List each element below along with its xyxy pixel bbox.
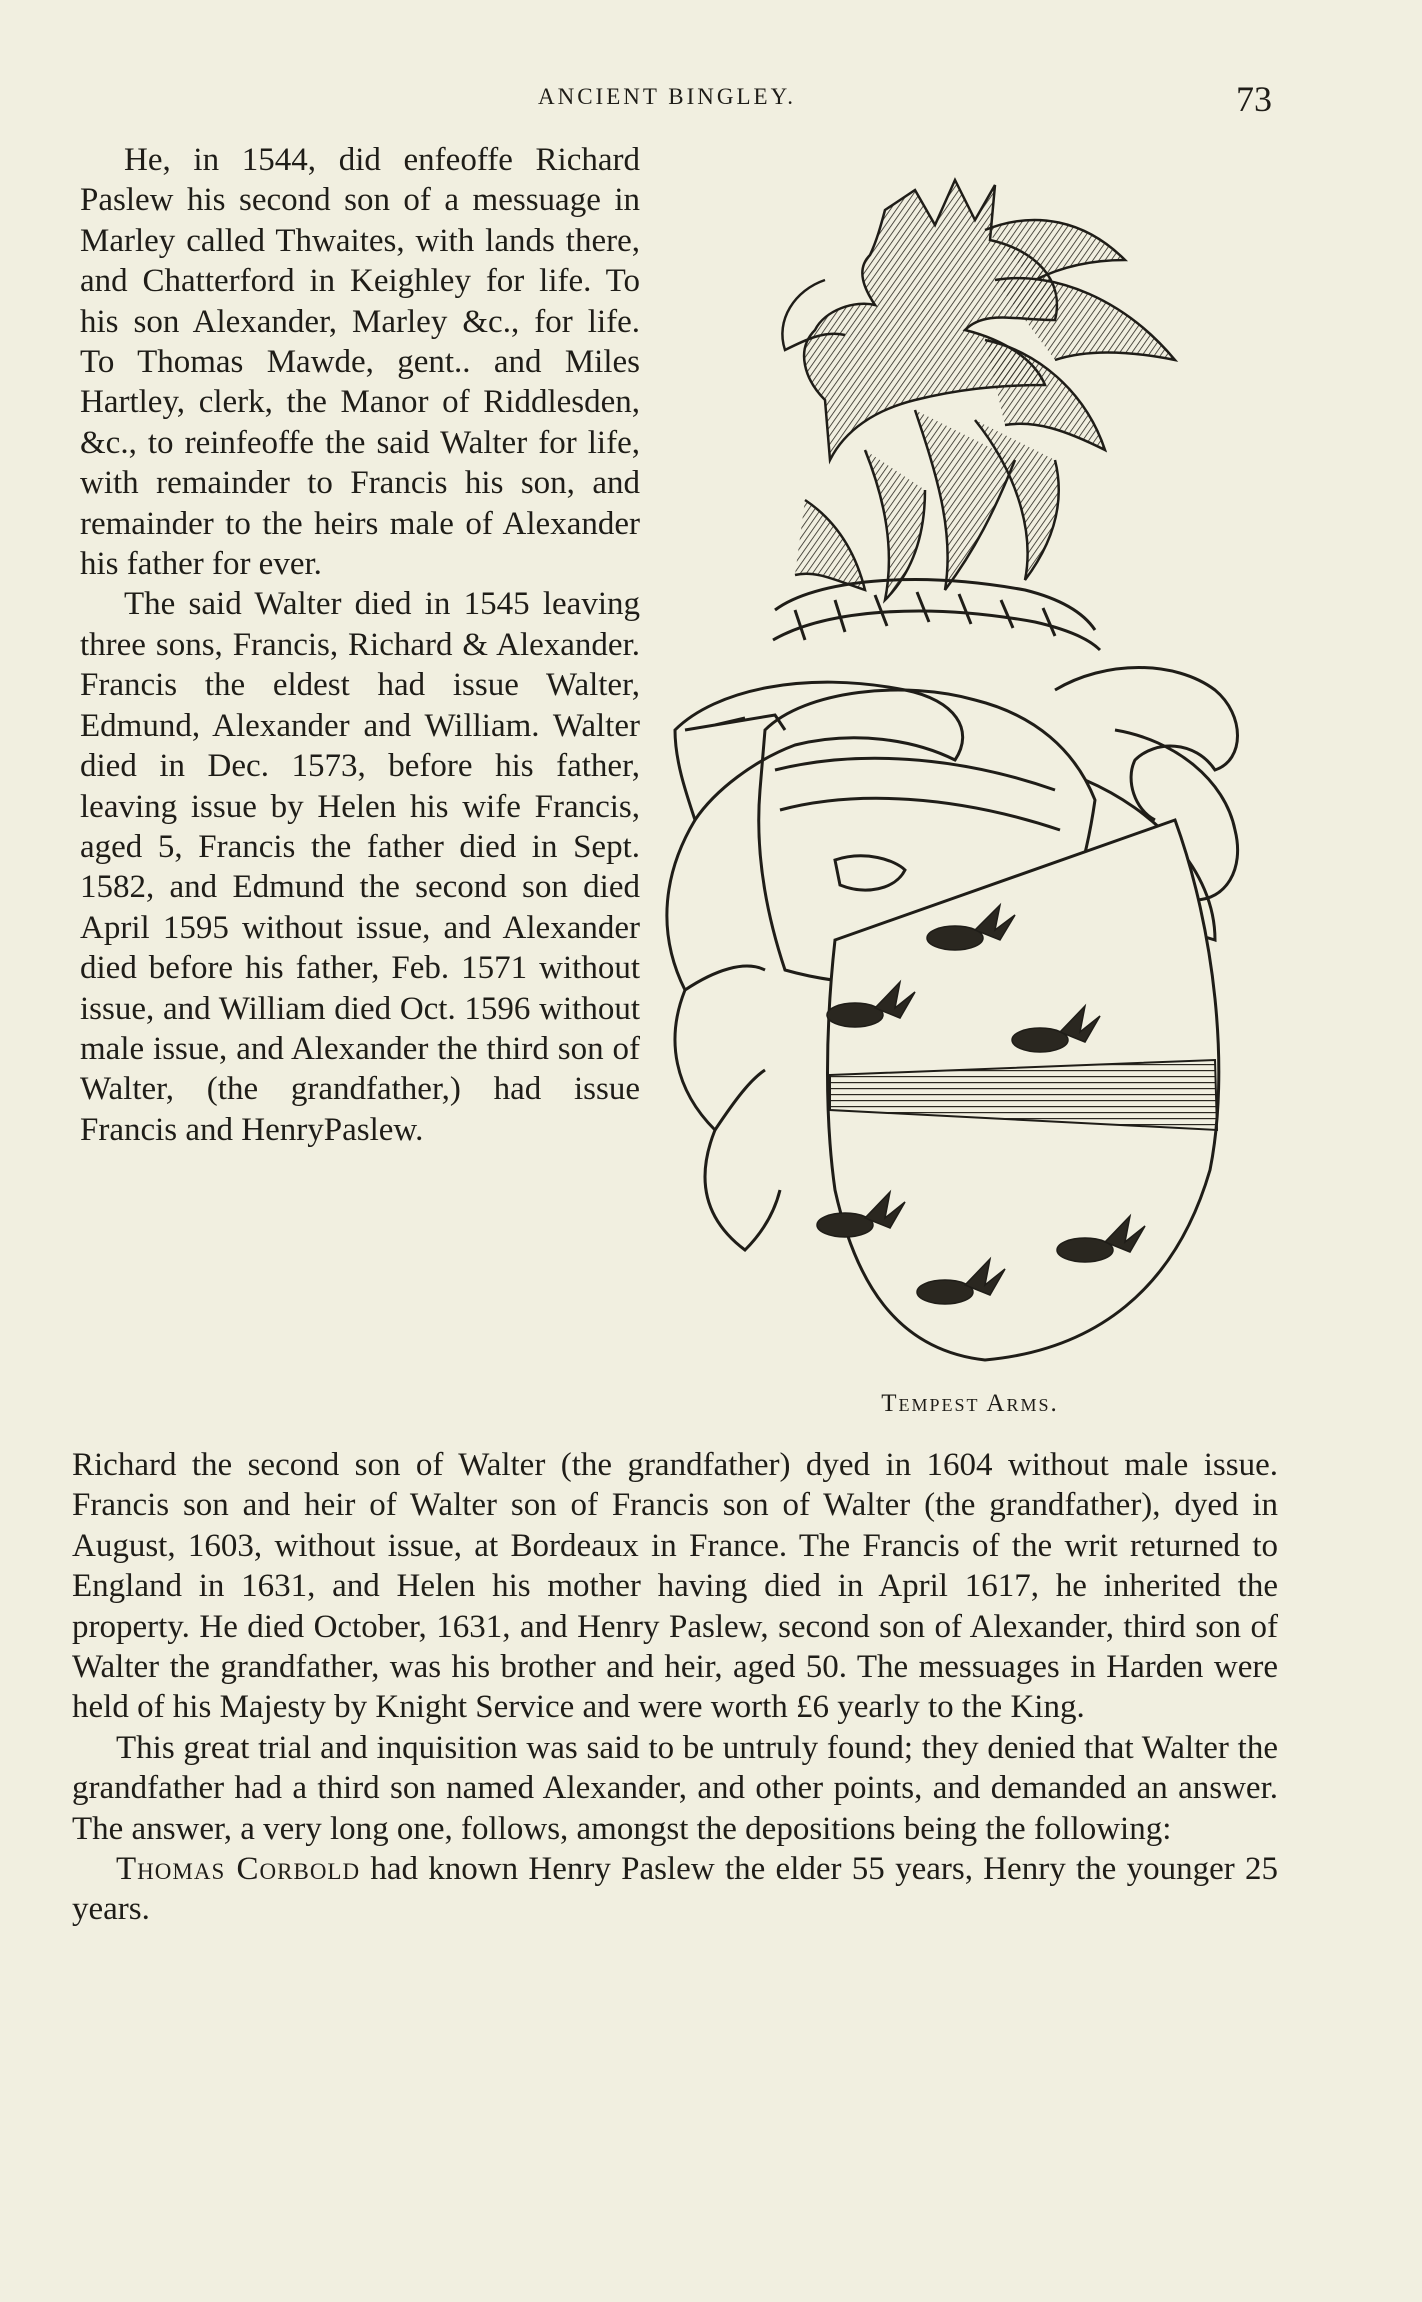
paragraph-continuation: Richard the second son of Walter (the grandfather) dyed in 1604 without male issue. Francis son and heir of Walter son of Francis son of Walter (the grandfather), dyed in August, 1603, without issue, at Bordeaux in France. The Francis of the writ returned to England in 1631, and Helen his mother having died in April 1617, he inherited the property. He died October, 1631, and Henry Paslew, second son of Alexander, third son of Walter the grandfather, was his brother and heir, aged 50. The messuages in Harden were held of his Majesty by Knight Service and were worth £6 yearly to the King.: [72, 1447, 1278, 1726]
figure-caption: Tempest Arms.: [881, 1390, 1059, 1417]
page-number: 73: [1236, 79, 1272, 119]
coat-of-arms-illustration: [655, 170, 1265, 1390]
crest-wreath: [773, 580, 1100, 650]
wrapped-text-column: [80, 140, 640, 1150]
heraldic-shield: [817, 820, 1219, 1360]
deponent-statement: had known Henry Paslew the elder 55 years, Henry the younger 25 years.: [72, 1851, 1278, 1928]
paragraph-deposition: [72, 1849, 1278, 1930]
paragraph-trial-inquisition: This great trial and inquisition was said to be untruly found; they denied that Walter the grandfather had a third son named Alexander, and other points, and demanded an answer. The answer, a very long one, follows, amongst the depositions being the following:: [72, 1729, 1278, 1847]
running-title: ANCIENT BINGLEY.: [538, 84, 796, 109]
griffin-crest: [782, 180, 1175, 600]
running-head: [0, 78, 1422, 128]
paragraph-enfeoffment: He, in 1544, did enfeoffe Richard Paslew his second son of a messuage in Marley called Thwaites, with lands there, and Chatterford in Keighley for life. To his son Alexander, Marley &c., for life. To Thomas Mawde, gent.. and Miles Hartley, clerk, the Manor of Riddlesden, &c., to reinfeoffe the said Walter for life, with remainder to Francis his son, and remainder to the heirs male of Alexander his father for ever.: [80, 142, 640, 583]
deponent-name: Thomas Corbold: [116, 1851, 361, 1888]
paragraph-walter-death: The said Walter died in 1545 leaving three sons, Francis, Richard & Alexander. Francis the eldest had issue Walter, Edmund, Alexander and William. Walter died in Dec. 1573, before his father, leaving issue by Helen his wife Francis, aged 5, Francis the father died in Sept. 1582, and Edmund the second son died April 1595 without issue, and Alexander died before his father, Feb. 1571 without issue, and William died Oct. 1596 without male issue, and Alexander the third son of Walter, (the grandfather,) had issue Francis and HenryPaslew.: [80, 586, 640, 1148]
full-width-text: [72, 1445, 1278, 1930]
tempest-arms-figure: [655, 170, 1265, 1390]
